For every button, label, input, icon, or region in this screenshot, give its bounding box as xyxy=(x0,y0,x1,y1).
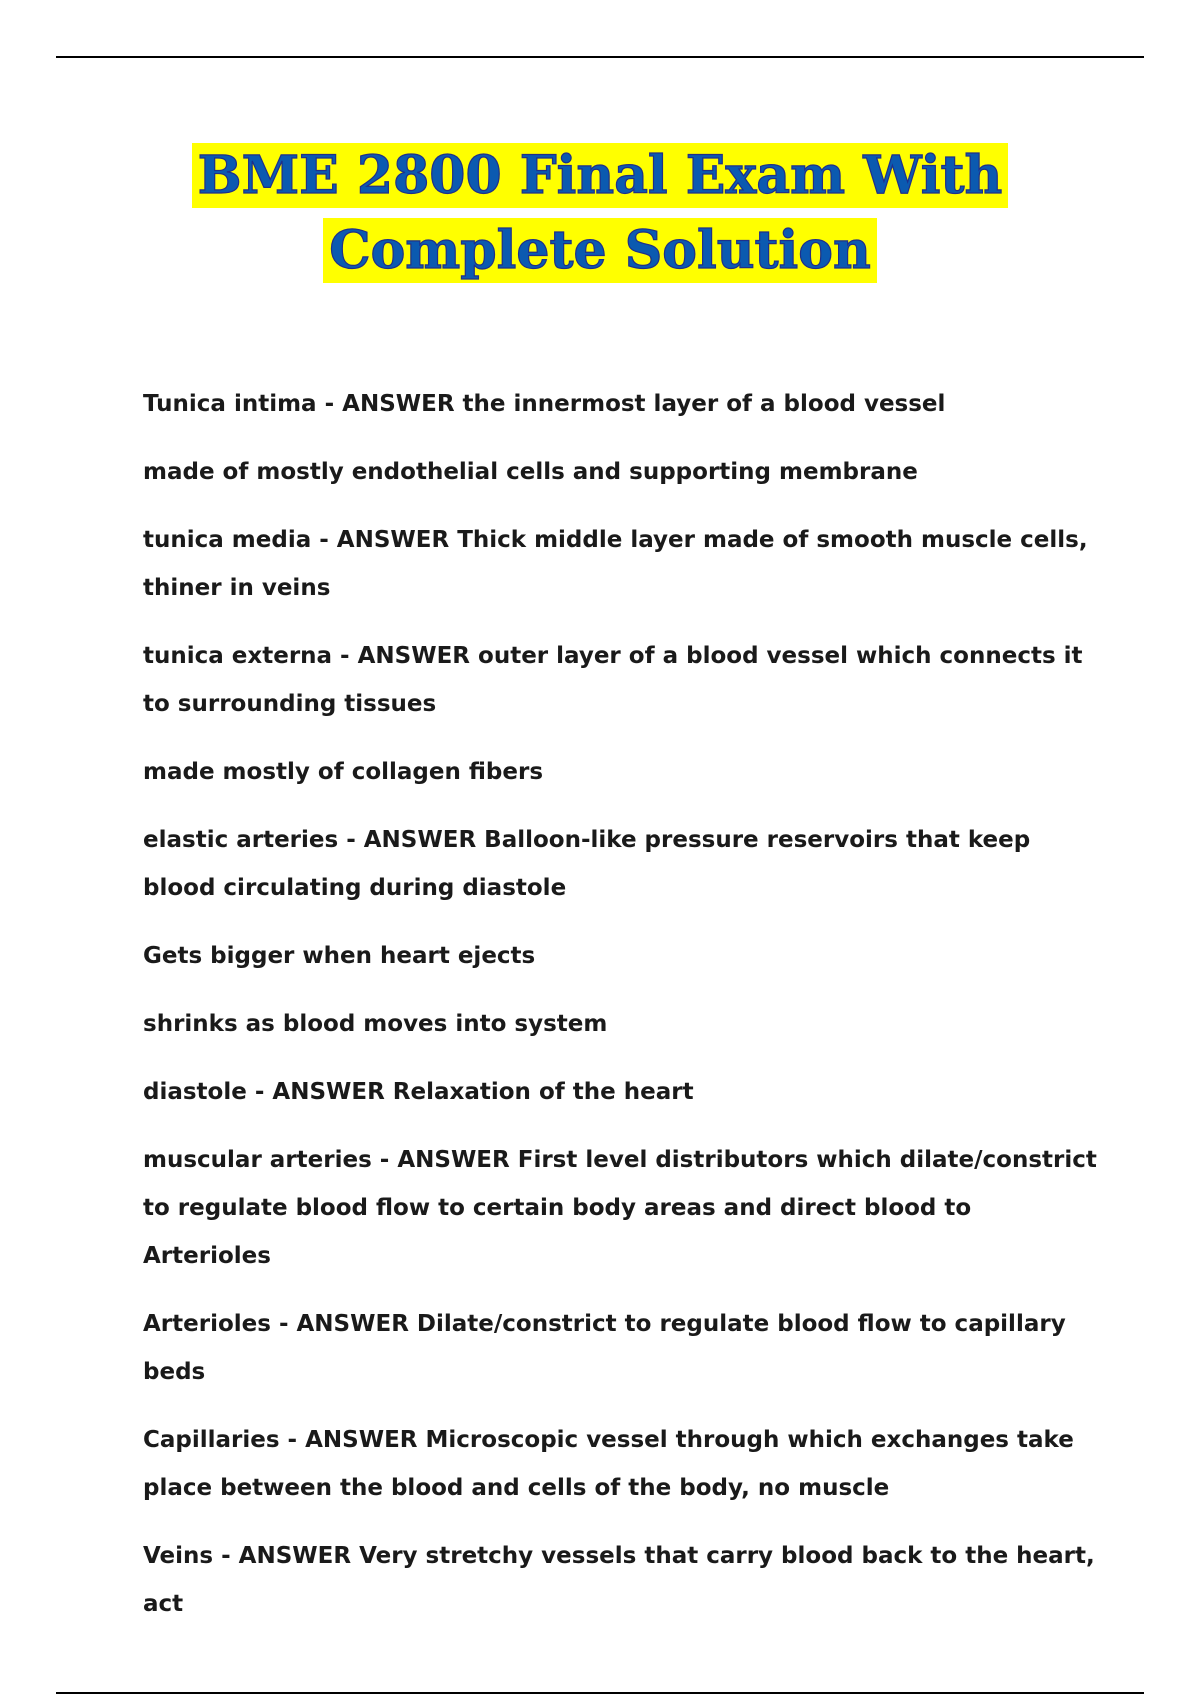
bottom-rule xyxy=(56,1692,1144,1694)
top-rule xyxy=(56,56,1144,58)
title-line-1: BME 2800 Final Exam With xyxy=(192,143,1009,208)
qa-entry-elastic-arteries: elastic arteries - ANSWER Balloon-like pressure reservoirs that keep blood circulating during diastole xyxy=(143,827,1031,901)
title-line-2: Complete Solution xyxy=(323,218,877,283)
qa-entry-tunica-externa: tunica externa - ANSWER outer layer of a blood vessel which connects it to surrounding tissues xyxy=(143,643,1083,717)
qa-entry-diastole: diastole - ANSWER Relaxation of the heart xyxy=(143,1079,694,1105)
qa-entry-arterioles: Arterioles - ANSWER Dilate/constrict to regulate blood flow to capillary beds xyxy=(143,1311,1066,1385)
qa-entry-collagen: made mostly of collagen fibers xyxy=(143,759,544,785)
qa-entry-gets-bigger: Gets bigger when heart ejects xyxy=(143,943,536,969)
qa-entry-veins: Veins - ANSWER Very stretchy vessels that carry blood back to the heart, act xyxy=(143,1543,1095,1617)
qa-entry-endothelial: made of mostly endothelial cells and supporting membrane xyxy=(143,459,918,485)
qa-list xyxy=(143,380,1103,1648)
qa-entry-tunica-media: tunica media - ANSWER Thick middle layer made of smooth muscle cells, thiner in veins xyxy=(143,527,1088,601)
qa-entry-tunica-intima: Tunica intima - ANSWER the innermost layer of a blood vessel xyxy=(143,391,946,417)
qa-entry-shrinks: shrinks as blood moves into system xyxy=(143,1011,608,1037)
qa-entry-muscular-arteries: muscular arteries - ANSWER First level distributors which dilate/constrict to regulate blood flow to certain body areas and direct blood to Arterioles xyxy=(143,1147,1097,1269)
document-title xyxy=(0,138,1200,288)
qa-entry-capillaries: Capillaries - ANSWER Microscopic vessel through which exchanges take place between the blood and cells of the body, no muscle xyxy=(143,1427,1074,1501)
